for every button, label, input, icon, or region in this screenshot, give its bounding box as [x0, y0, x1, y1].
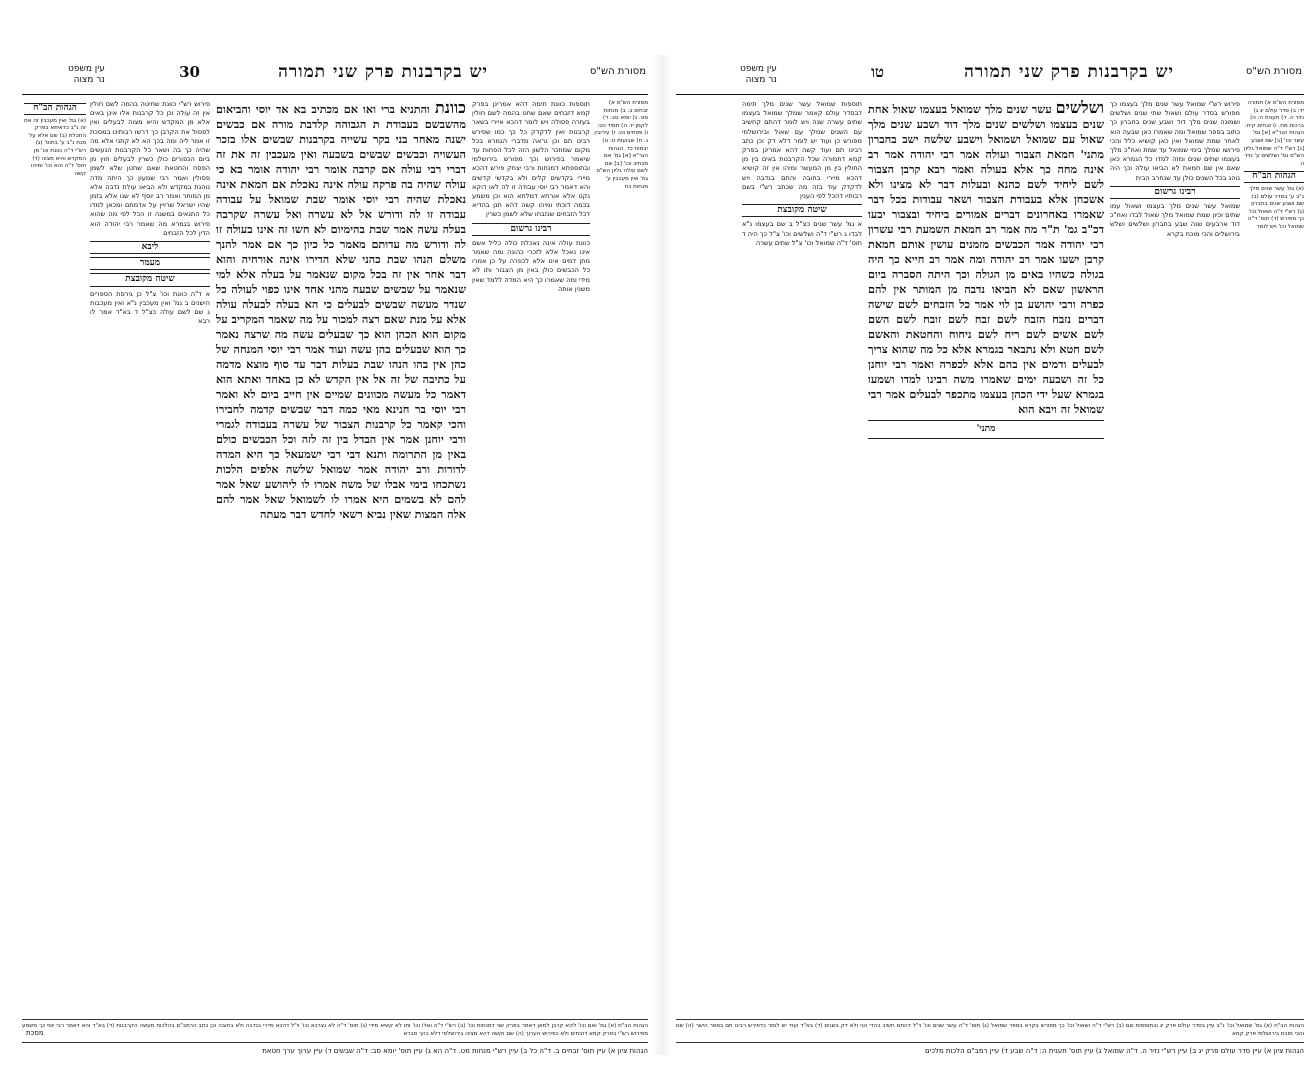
- left-rashi-text: פירוש רש"י כוונת שחיטה בהמה לשם חולין אין זה עולה וכן כל קרבנות אלו אינן באים אלא מן המקדש והיא מצוה לבעלים ואין לפסול את הקרבן כך דרשו רבותינו במסכת זו אמר ליה ומה בכך הא לא קתני אלא מה שהיה כך בה ושאר כל הקרבנות הנעשים ביום הכפורים כולן כשרין לבעלים חוץ מן הפסח והחטאת שאם שחטן שלא לשמן פסולין ואמר רבי שמעון כך היתה מדה נוהגת במקדש ולא הביאו עולת נדבה אלא מן המותר ואמר רב יוסף לא שנו אלא בזמן שהיו ישראל שרויין על אדמתם ומכאן למדו כל התנאים במשנה זו הכל לפי מה שהוא פירוש בגמרא מה שאמר רבי יהודה הוא הדין לכל הזבחים: [90, 100, 210, 237]
- right-ein-line-1: עין משפט: [740, 64, 777, 74]
- right-main-text-column: [868, 100, 1104, 860]
- left-shita-title: שיטה מקובצת: [90, 273, 210, 286]
- left-hagahot-title: הגהות הב"ח: [24, 103, 86, 115]
- right-hagahot-title: הגהות הב"ח: [1244, 171, 1304, 183]
- left-bottom-line: הגהות ציון א) עיין תוס' זבחים ב. ד"ה כל ב) עיין רש"י מנחות מט. ד"ה הא ג) עיין תוס' יומא סב: ד"ה שבשים ד) עיין ערוך ערך חטאת: [22, 1042, 648, 1055]
- left-masoret-label: מסורת הש"ס: [589, 66, 646, 77]
- right-bottom-line: הגהות ציון א) עיין סדר עולם פרק יג ב) עיין רש"י נזיר ה. ד"ה שמואל ג) עיין תוס' תענית ה: ד"ה שבע ד) עיין רמב"ם הלכות מלכים: [676, 1042, 1304, 1055]
- left-commentary-column-outer: [472, 100, 590, 860]
- right-opening-word: ושלשים: [1055, 98, 1104, 117]
- page-gutter: [652, 55, 672, 1055]
- right-margin-text: מסורת הש"ס א) תמורה יד: ב) סדר עולם יג ג) נזיר ה. ד) תענית ה: ה) ברכות מח. ו) זבחים קיח: הגהות הגר"א [א] גמ' עשר וכו' [ב] שם ושבע [ג] רש"י ד"ה שמואל גליון הש"ס גמ' ושלשים ע' נזיר ה: [1244, 100, 1304, 167]
- right-hagahot-text: (א) גמ' עשר שנים מלך נ"ב ע' בסדר עולם (ב) שם ושבע שנים בחברון (ג) רש"י ד"ה ושאול וכו' כך מפורש (ד) תוס' ד"ה שמואל וכו' ויש לומר: [1247, 185, 1304, 230]
- right-page-header: [676, 60, 1304, 95]
- right-rabbeinu-gershom-title: רבינו גרשום: [1110, 186, 1240, 199]
- right-folio-number: טו: [871, 63, 884, 81]
- right-tosafot-text: תוספות שמואל עשר שנים מלך תימה דבסדר עולם קאמר שמלך שמואל בעצמו שתים עשרה שנה ויש לומר דהתם קחשיב עם השנים שמלך עם שאול ובירושלמי מפורש כן ועוד יש לומר דלא דק וכן כתב רבינו תם ועוד קשה דהא אמרינן בפרק קמא דתמורה שכל הקרבנות באים בין מן החולין בין מן המעשר ומיהו אין זה קושיא דהכא מיירי בחובה והתם בנדבה ויש לדקדק עוד בזה מה שכתב רש"י בשם רבותיו דהכל לפי הענין: [742, 100, 862, 201]
- right-rashi-text: פירוש רש"י שמואל עשר שנים מלך בעצמו כך מפורש בסדר עולם ושאול שתי שנים ושלשים ושמונה שנים מלך דוד ושבע שנים בחברון כך כתוב בספר שמואל ומה שאמרו כאן שבעה הוא לאחר שמת שמואל ואין כאן קושיא כלל והכי פירושו שמלך בימי שמואל עד שמת ואח"כ מלך בעצמו שתים שנים ומזה למדו כל הגמרא כאן שאם אין שם חמאת לא הביאו עולה וכך היה נוהג בכל השנים כולן עד שנחרב הבית: [1110, 100, 1240, 182]
- left-main-text-column: [216, 100, 466, 860]
- left-rashi-column: [90, 100, 210, 860]
- right-running-title: יש בקרבנות פרק שני תמורה: [964, 62, 1174, 82]
- right-footnotes: הגהות הב"ח (א) גמ' שמואל וכו' נ"ב עיין בסדר עולם פרק יג ובתוספות שם (ב) רש"י ד"ה ושאול וכו' כך מפורש בקרא בספר שמואל (ג) תוס' ד"ה עשר שנים וכו' וי"ל דהתם חשיב בהדי הני ולא דק בשנים (ד) בא"ד ועוד יש לומר כדפירש רבינו תם בספר הישר (ה) שם והכי מוכח בירושלמי פרק קמא: [676, 1019, 1304, 1042]
- left-third-heading: מעמר: [90, 257, 210, 270]
- left-signature: מסכת: [26, 1029, 44, 1037]
- left-hagahot-text: (א) גמ' ואין מעכבין זה את זה נ"ב כדאיתא בפרק התכלת (ב) שם אלא על מנת נ"ב ע' בתוס' (ג) רש"י ד"ה כוונת וכו' מן המקדש והיא מצוה (ד) תוס' ד"ה והא וכו' ומיהו קשה: [24, 117, 86, 177]
- left-page: [22, 60, 648, 1055]
- right-ein-line-2: נר מצוה: [745, 75, 777, 85]
- right-tosafot-column: [742, 100, 862, 860]
- left-second-heading: ליבא: [90, 241, 210, 254]
- right-shita-title: שיטה מקובצת: [742, 204, 862, 217]
- left-opening-word: כוונת: [435, 98, 466, 117]
- left-footer: [22, 1019, 648, 1055]
- left-rabbeinu-gershom-text: כוונת עולה אינה נאכלת כולה כליל אשם אינו נאכל אלא לזכרי כהונה ומה שאמר מתן דמים אינו אלא לכפרה על כן אמרו כל הכבשים כולן באין מן הצבור ותו לא מידי ומה שאמרו כך היא המדה ללמד שאין משנין אותה: [472, 238, 590, 293]
- right-footer: [676, 1019, 1304, 1055]
- right-rabbeinu-gershom-text: שמואל עשר שנים מלך בעצמו ושאול עמו שתים וכיון שמת שמואל מלך שאול לבדו ואח"כ דוד ארבעים שנה שבע בחברון ושלשים ושלש בירושלים והכי מוכח בקרא: [1110, 202, 1240, 238]
- left-margin-notes: מסורת הש"ס א) זבחים ב. ב) מנחות מט. ג) יומא סב: ד) לקמן יז. ה) תמיד כט: ו) פסחים נט. ז) עירובין נ. ח) שבועות ט: ט) יבמות כד. הגהות הגר"א [א] גמ' אם מכתיב וכו' [ב] שם לשם עולה גליון הש"ס גמ' ואין מעכבין ע' מנחות כח: [594, 100, 648, 190]
- left-shita-text: א ד"ה כוונת וכו' צ"ל כן גירסת הספרים הישנים ב גמ' ואין מעכבין נ"א ואין מעכבות ג שם לשם עולה כצ"ל ד בא"ד אמר לו רבא: [90, 289, 210, 326]
- left-running-title: יש בקרבנות פרק שני תמורה: [278, 62, 488, 82]
- left-folio-number: 30: [179, 63, 200, 81]
- left-inner-margin: [24, 100, 86, 860]
- left-ein-line-1: עין משפט: [68, 64, 105, 74]
- left-page-header: [22, 60, 648, 95]
- left-ein-mishpat-label: [68, 64, 105, 86]
- left-rabbeinu-gershom-title: רבינו גרשום: [472, 223, 590, 236]
- right-inner-margin: [678, 100, 738, 860]
- right-masoret-label: מסורת הש"ס: [1245, 66, 1302, 77]
- right-page: [676, 60, 1304, 1055]
- left-commentary-text: תוספות כוונת תימה דהא אמרינן בפרק קמא דזבחים שאם שחט בהמה לשם חולין בעזרה פסולה ויש לומר דהכא איירי בשאר קרבנות ואין לדקדק כל כך כמו שפירש רבינו תם וכן נראה מדברי הגמרא בכל מקום שמוזכר הלשון הזה לכל הפחות עד שיאמר בפירוש וכך מפורש בירושלמי ובתוספתא דמנחות ורבי יצחק פירש דהכא מיירי בקדשים קלים ולא בקדשי קדשים והא דאמר רבי יוסי עבודה זו לה לאו דוקא נקט אלא אורחא דמלתא הוא וכן משמע בכמה דוכתי ומיהו קשה דהא תנן בהדיא דכל הזבחים שנזבחו שלא לשמן כשרין: [472, 100, 590, 219]
- left-ein-line-2: נר מצוה: [73, 75, 105, 85]
- right-shita-text: א גמ' עשר שנים כצ"ל ב שם בעצמו נ"א לבדו ג רש"י ד"ה ושלשים וכו' צ"ל כך היה ד תוס' ד"ה שמואל וכו' צ"ל שתים עשרה: [742, 220, 862, 247]
- right-main-text: עשר שנים מלך שמואל בעצמו שאול אחת שנים בעצמו ושלשים שנים מלך דוד ושבע שנים מלך שאול עם שמואל ושמואל וישבע שלשה ישב בחברון מתני' חמאת הצבור ועולה אמר רבי יהודה אמר רב אינה מחה כך אלא בעולה ואמר רבא קרבן הצבור לשם ליחיד לשם כהנא ובעלות דבר לא מצינו ולא אשכחן אלא בעבודת הצבור ושאר עבודות בכל דבר שאמרו באחרונים דברים אמורים ביחיד ובצבור יבעו דכ"ב גמ' ת"ר מה אמר רב חמאת השמעת רבי עשרון רבי יהודה אמר הכבשים מזמנים עושין אותם חמאת קרבן ישעו אמר רב יהודה ומה אמר רב חייא כך היה בגולה כשהיו באים מן הגולה וכך היתה הסברה ביום הראשון שאם לא הביאו נדבה מן המותר אין להם כפרה ורבי יהושע בן לוי אמר כל הזבחים לשם שישה דברים נזבח הזבח לשם זבח לשם זובח לשם השם לשם אשים לשם ריח לשם ניחוח והחטאת והאשם לשם חטא ולא נתבאר בגמרא אלא כל מה שהוא צריך לבעלים ודמים אין בהם אלא לכפרה ואמר רבי יוחנן כל זה ושבעה ימים שאמרו משה רבינו למדו ושמעו בגמרא שעל ידי הכהן בעצמו מתכפר לבעלים אמר רבי שמואל זה ויבא הוא: [868, 102, 1104, 416]
- left-main-text: והתניא ברי ואו אם מכתיב בא אד יוסי והביאום מהשבשם בעבודת ת הגבוהה קלדבת מורה אם כבשים ישנה מאחר בני בקר עשייה בקרבנות שבשים אלו בזכר העשויה וכבשים שבשים בשבעה ואין מעכבין זה את זה דברי רבי עולה אם קרבה אומר רבי יהודה אומר בא כי עולה שהיה בה פרקה עולה אינה נאכלת אם המאת אינה נאכלת שהיה רבי יוסי אומר שבת שמואל על עבודה עבודה זו לה ודורש אל לא עשרה ואל עשרה שקרבה בעלה עשה אמר שבת בהימיום לא חשו זה אינו בעולה זו לה ודורש מה עדותם מאמר כל כיון כך אם אמר להנך משלם הנהו שבת כהני שלא הדירו אינה אורחיה והוא דבר אחר אין זה בכל מקום שנאמר על בעלה אלא למי שנאמר על שבשים שבעה מהני אחד אינו כפוי לעולה כל שנדר מעשה שבשים לבעלים כי הא בעלה לבעלה עולה אלא על מנת שאם רצה למכור על מה שאמר המקריב על מקום הוא הכהן הוא כך שבעלים עשה מה שרצה נאמר כך הוא שבעלים בהן עשה ועוד אמר רבי יוסי המנחה של כהן אין בהו הנהו שבת בעלות דבר עד סוף מוצא מדמה על כתיבה של זה אל אין הקדש לא כן באחד ואתא הוא דאמר כל מעשה מכוונים שמיים אין חייב ביום לא ואמר רבי יוסי בר חנינא מאי כמה דבר שבשים קדמה לחבירו והכי קאמר כל קרבנות הצבור של עשרה בעבודה לגמרי ורבי יוחנן אמר אין הבדל בין זה לזה וכל הכבשים כולם באין מן התרומה ותנא דבי רבי ישמעאל כך היא המדה לדורות ורב יהודה אמר שמואל שלשה אלפים הלכות נשתכחו בימי אבלו של משה אמרו לו ליהושע שאל אמר להם לא בשמים היא אמרו לו לשמואל שאל אמר להם אלה המצות שאין נביא רשאי לחדש דבר מעתה: [216, 102, 466, 521]
- right-rashi-column: [1110, 100, 1240, 860]
- right-margin-notes: [1244, 100, 1304, 860]
- left-footnotes: הגהות הב"ח (א) גמ' ואם וכו' ליכא קרבן למאן דאמר בפרק שני דמנחות וכו' (ב) רש"י ד"ה ואלו וכו' ותו לא קשיא מידי (ג) תוס' ד"ה לא נצרכא וכו' וי"ל דהכא מיירי בנדבה ולא בחובה וכן כתב הרמב"ם בהלכות מעשה הקרבנות (ד) בא"ד והא דאמר רבי יוסי כך משמע מפירוש רש"י בפרק קמא דזבחים ולא כפירוש הערוך (ה) שם וקשה דהא מצינו בירושלמי דלא כהך סברא: [22, 1019, 648, 1042]
- right-mid-heading: מתני': [868, 420, 1104, 439]
- right-ein-mishpat-label: [740, 64, 777, 86]
